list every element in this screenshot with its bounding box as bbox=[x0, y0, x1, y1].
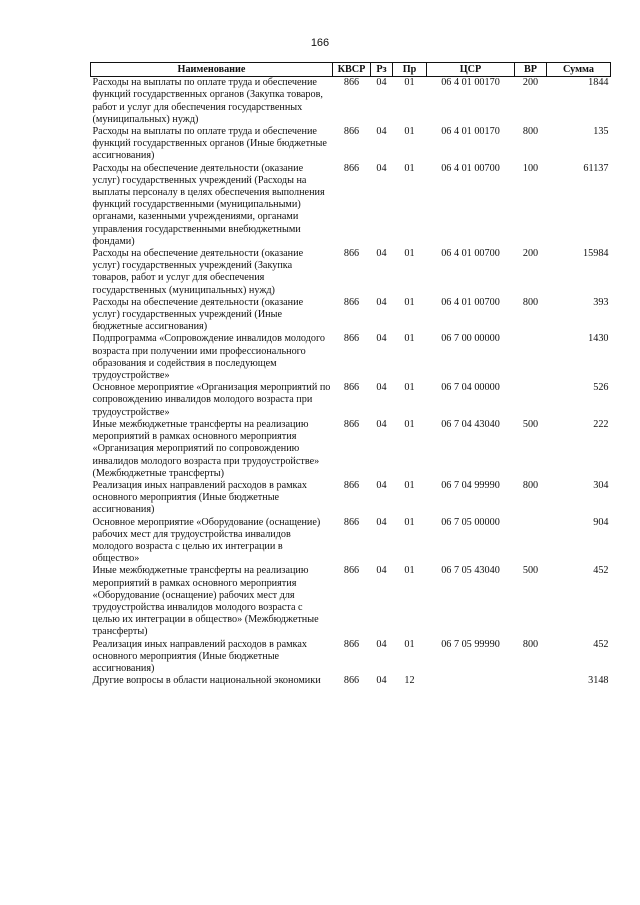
page-number: 166 bbox=[310, 37, 330, 49]
row-csr: 06 4 01 00170 bbox=[441, 126, 500, 138]
row-vr: 200 bbox=[522, 77, 539, 89]
row-pr: 01 bbox=[404, 162, 415, 174]
row-pr: 01 bbox=[404, 77, 415, 89]
row-vr bbox=[515, 675, 547, 687]
row-vr: 800 bbox=[522, 479, 539, 491]
row-vr bbox=[515, 382, 547, 419]
row-kvsr: 866 bbox=[343, 516, 360, 528]
table-row bbox=[91, 248, 611, 297]
row-kvsr: 866 bbox=[343, 248, 360, 260]
row-rz: 04 bbox=[376, 77, 387, 89]
table-row bbox=[91, 480, 611, 517]
row-rz: 04 bbox=[376, 638, 387, 650]
row-name: Расходы на выплаты по оплате труда и обеспечение функций государственных органов (Иные бюджетные ассигнования) bbox=[92, 126, 327, 162]
row-csr: 06 4 01 00170 bbox=[441, 77, 500, 89]
row-rz: 04 bbox=[376, 162, 387, 174]
row-name: Подпрограмма «Сопровождение инвалидов молодого возраста при получении ими профессионального образования и содействия в последующем трудоустройстве» bbox=[92, 333, 326, 382]
row-rz: 04 bbox=[376, 248, 387, 260]
header-vr: ВР bbox=[515, 63, 547, 77]
row-name: Расходы на обеспечение деятельности (оказание услуг) государственных учреждений (Иные бюджетные ассигнования) bbox=[92, 296, 304, 333]
row-pr: 01 bbox=[404, 516, 415, 528]
row-vr: 500 bbox=[522, 565, 539, 577]
row-rz: 04 bbox=[376, 479, 387, 491]
row-csr: 06 7 00 00000 bbox=[441, 333, 500, 345]
row-sum: 61137 bbox=[583, 162, 609, 174]
row-pr: 01 bbox=[404, 479, 415, 491]
row-kvsr: 866 bbox=[343, 638, 360, 650]
row-sum: 135 bbox=[593, 126, 609, 138]
row-csr: 06 4 01 00700 bbox=[441, 248, 500, 260]
header-pr: Пр bbox=[393, 63, 427, 77]
table-row bbox=[91, 333, 611, 382]
table-row bbox=[91, 675, 611, 687]
row-sum: 452 bbox=[593, 638, 609, 650]
table-row bbox=[91, 565, 611, 638]
row-csr: 06 7 05 43040 bbox=[441, 565, 500, 577]
row-csr: 06 7 04 00000 bbox=[441, 382, 500, 394]
row-pr: 12 bbox=[404, 675, 415, 687]
budget-table bbox=[90, 62, 611, 687]
row-rz: 04 bbox=[376, 516, 387, 528]
row-kvsr: 866 bbox=[343, 77, 360, 89]
row-name: Расходы на обеспечение деятельности (оказание услуг) государственных учреждений (Закупка товаров, работ и услуг для обеспечения государственных (муниципальных) нужд) bbox=[92, 248, 304, 296]
row-name: Другие вопросы в области национальной экономики bbox=[92, 675, 321, 687]
row-vr: 800 bbox=[522, 126, 539, 138]
table-body bbox=[91, 77, 611, 688]
row-pr: 01 bbox=[404, 126, 415, 138]
row-pr: 01 bbox=[404, 382, 415, 394]
row-sum: 1430 bbox=[588, 333, 609, 345]
row-pr: 01 bbox=[404, 333, 415, 345]
row-pr: 01 bbox=[404, 248, 415, 260]
header-sum: Сумма bbox=[547, 63, 611, 77]
row-kvsr: 866 bbox=[343, 479, 360, 491]
row-rz: 04 bbox=[376, 126, 387, 138]
row-sum: 1844 bbox=[588, 77, 609, 89]
row-csr: 06 7 05 99990 bbox=[441, 638, 500, 650]
row-kvsr: 866 bbox=[343, 675, 360, 687]
row-kvsr: 866 bbox=[343, 126, 360, 138]
row-sum: 3148 bbox=[588, 675, 609, 687]
row-vr bbox=[515, 333, 547, 382]
row-name: Расходы на выплаты по оплате труда и обеспечение функций государственных органов (Закупка товаров, работ и услуг для обеспечения государственных (муниципальных) нужд) bbox=[92, 77, 323, 125]
row-vr: 100 bbox=[522, 162, 539, 174]
row-csr bbox=[427, 675, 515, 687]
row-kvsr: 866 bbox=[343, 333, 360, 345]
row-csr: 06 4 01 00700 bbox=[441, 162, 500, 174]
row-pr: 01 bbox=[404, 565, 415, 577]
row-rz: 04 bbox=[376, 333, 387, 345]
row-csr: 06 4 01 00700 bbox=[441, 296, 500, 308]
row-name: Основное мероприятие «Организация мероприятий по сопровождению инвалидов молодого возраста при трудоустройстве» bbox=[92, 382, 331, 418]
table-row bbox=[91, 517, 611, 566]
row-name: Расходы на обеспечение деятельности (оказание услуг) государственных учреждений (Расходы на выплаты персоналу в целях обеспечения выполнения функций государственными (муниципальными) органами, казенными учреждениями, органами управления государственными внебюджетными фондами) bbox=[92, 162, 325, 247]
row-rz: 04 bbox=[376, 675, 387, 687]
row-rz: 04 bbox=[376, 296, 387, 308]
row-vr: 800 bbox=[522, 638, 539, 650]
row-name: Реализация иных направлений расходов в рамках основного мероприятия (Иные бюджетные ассигнования) bbox=[92, 479, 307, 516]
table-row bbox=[91, 419, 611, 480]
row-rz: 04 bbox=[376, 565, 387, 577]
row-vr: 200 bbox=[522, 248, 539, 260]
header-kvsr: КВСР bbox=[333, 63, 371, 77]
table-header-row bbox=[91, 63, 611, 77]
row-sum: 304 bbox=[593, 479, 609, 491]
row-rz: 04 bbox=[376, 382, 387, 394]
header-name: Наименование bbox=[91, 63, 333, 77]
row-kvsr: 866 bbox=[343, 296, 360, 308]
row-vr: 500 bbox=[522, 418, 539, 430]
row-name: Основное мероприятие «Оборудование (оснащение) рабочих мест для трудоустройства инвалидов молодого возраста с целью их интеграции в общество» bbox=[92, 516, 321, 565]
row-sum: 526 bbox=[593, 382, 609, 394]
row-vr bbox=[515, 517, 547, 566]
row-kvsr: 866 bbox=[343, 565, 360, 577]
row-name: Иные межбюджетные трансферты на реализацию мероприятий в рамках основного мероприятия «Организация мероприятий по сопровождению инвалидов молодого возраста при трудоустройстве» (Межбюджетные трансферты) bbox=[92, 418, 320, 479]
table-row bbox=[91, 382, 611, 419]
row-pr: 01 bbox=[404, 296, 415, 308]
table-row bbox=[91, 126, 611, 163]
row-rz: 04 bbox=[376, 418, 387, 430]
row-sum: 15984 bbox=[583, 248, 609, 260]
row-sum: 904 bbox=[593, 516, 609, 528]
row-pr: 01 bbox=[404, 418, 415, 430]
table-row bbox=[91, 639, 611, 676]
row-pr: 01 bbox=[404, 638, 415, 650]
row-csr: 06 7 04 43040 bbox=[441, 418, 500, 430]
row-kvsr: 866 bbox=[343, 418, 360, 430]
table-row bbox=[91, 163, 611, 248]
table-row bbox=[91, 77, 611, 126]
header-rz: Рз bbox=[371, 63, 393, 77]
row-csr: 06 7 05 00000 bbox=[441, 516, 500, 528]
row-name: Иные межбюджетные трансферты на реализацию мероприятий в рамках основного мероприятия «Оборудование (оснащение) рабочих мест для трудоустройства инвалидов молодого возраста с целью их интеграции в общество» (Межбюджетные трансферты) bbox=[92, 565, 319, 638]
row-sum: 222 bbox=[593, 418, 609, 430]
table-row bbox=[91, 297, 611, 334]
row-csr: 06 7 04 99990 bbox=[441, 479, 500, 491]
row-sum: 393 bbox=[593, 296, 609, 308]
row-name: Реализация иных направлений расходов в рамках основного мероприятия (Иные бюджетные ассигнования) bbox=[92, 638, 307, 674]
row-kvsr: 866 bbox=[343, 382, 360, 394]
row-kvsr: 866 bbox=[343, 162, 360, 174]
row-sum: 452 bbox=[593, 565, 609, 577]
row-vr: 800 bbox=[522, 296, 539, 308]
header-csr: ЦСР bbox=[427, 63, 515, 77]
